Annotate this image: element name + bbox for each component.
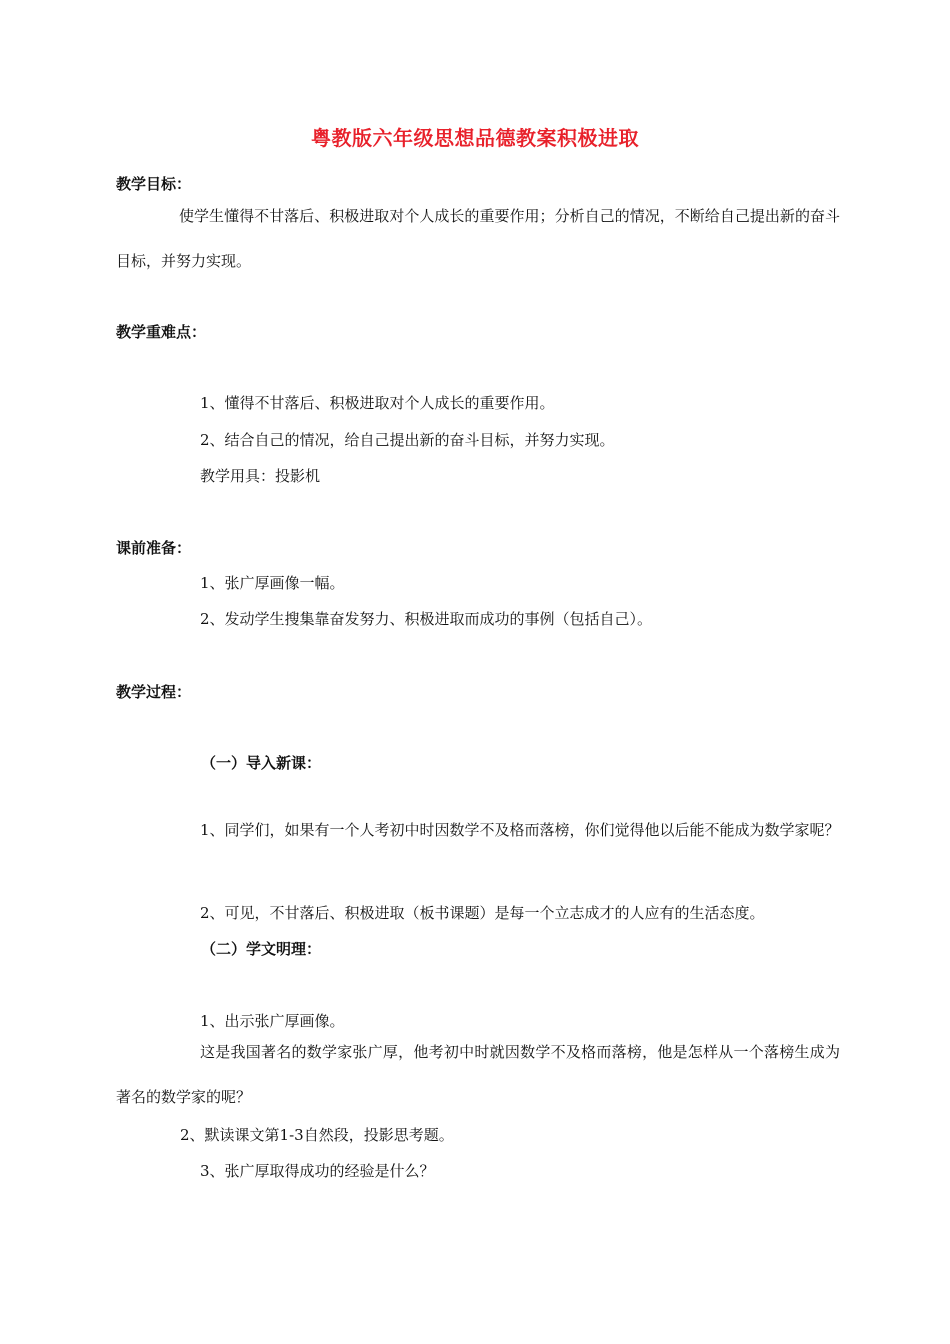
part2-heading: （二）学文明理： [201, 940, 322, 958]
part1-item-2: 2、可见，不甘落后、积极进取（板书课题）是每一个立志成才的人应有的生活态度。 [200, 904, 765, 922]
key-point-item-2: 2、结合自己的情况，给自己提出新的奋斗目标，并努力实现。 [200, 431, 615, 449]
part1-heading: （一）导入新课： [201, 754, 322, 772]
objectives-text: 使学生懂得不甘落后、积极进取对个人成长的重要作用；分析自己的情况，不断给自己提出新的奋斗目标，并努力实现。 [116, 207, 840, 270]
key-point-item-1: 1、懂得不甘落后、积极进取对个人成长的重要作用。 [200, 394, 555, 412]
preparation-item-2: 2、发动学生搜集靠奋发努力、积极进取而成功的事例（包括自己）。 [200, 610, 653, 628]
process-heading: 教学过程： [116, 683, 192, 701]
part2-item-3: 3、张广厚取得成功的经验是什么？ [200, 1162, 435, 1180]
part2-item-2: 2、默读课文第1-3自然段，投影思考题。 [180, 1126, 454, 1144]
document-title: 粤教版六年级思想品德教案积极进取 [311, 126, 639, 150]
teaching-tools: 教学用具：投影机 [200, 467, 321, 485]
objectives-heading: 教学目标： [116, 175, 192, 193]
key-points-heading: 教学重难点： [116, 323, 207, 341]
part2-item-1: 1、出示张广厚画像。 [200, 1012, 345, 1030]
part1-item-1: 1、同学们，如果有一个人考初中时因数学不及格而落榜，你们觉得他以后能不能成为数学家呢？ [200, 821, 840, 839]
preparation-item-1: 1、张广厚画像一幅。 [200, 574, 345, 592]
part2-item-1-desc: 这是我国著名的数学家张广厚，他考初中时就因数学不及格而落榜，他是怎样从一个落榜生成为著名的数学家的呢？ [116, 1043, 840, 1106]
preparation-heading: 课前准备： [116, 539, 192, 557]
